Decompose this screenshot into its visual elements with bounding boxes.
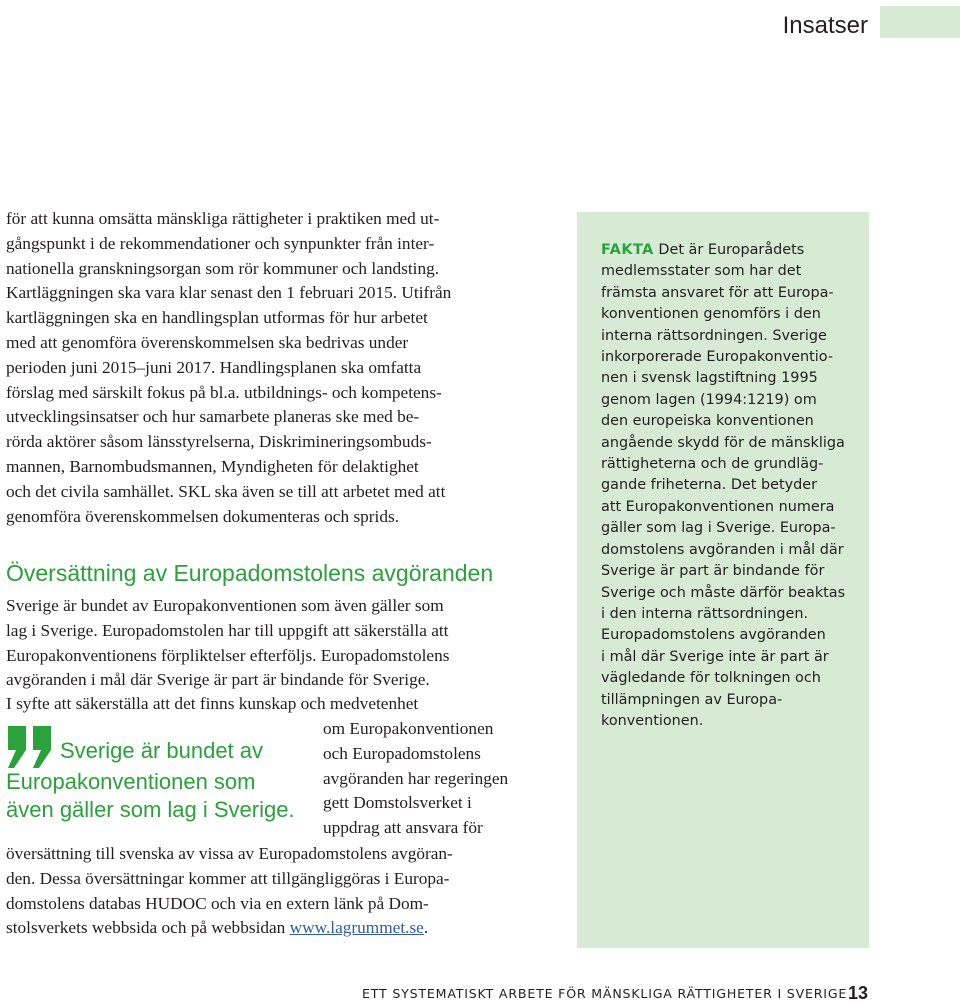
fakta-line: vägledande för tolkningen och	[601, 670, 821, 687]
text-line: uppdrag att ansvara för	[323, 818, 483, 838]
fakta-line: Sverige är part är bindande för	[601, 563, 825, 580]
fakta-line: att Europakonventionen numera	[601, 498, 835, 515]
text-line: genomföra överenskommelsen dokumenteras och sprids.	[6, 506, 400, 526]
text-line: kartläggningen ska en handlingsplan utformas för hur arbetet	[6, 308, 428, 328]
text-line: I syfte att säkerställa att det finns kunskap och medvetenhet	[6, 694, 419, 713]
text-line: om Europakonventionen	[323, 719, 494, 738]
text-line: perioden juni 2015–juni 2017. Handlingsplanen ska omfatta	[6, 357, 422, 377]
quote-mark-icon	[6, 726, 56, 768]
fakta-first-line	[601, 240, 849, 261]
body-paragraph-1	[6, 207, 542, 529]
fakta-box	[577, 212, 869, 948]
running-footer-title: ETT SYSTEMATISKT ARBETE FÖR MÄNSKLIGA RÄTTIGHETER I SVERIGE	[362, 986, 848, 1001]
text-line: gångspunkt i de rekommendationer och synpunkter från inter-	[6, 233, 435, 253]
fakta-line: konventionen.	[601, 712, 704, 729]
text-line: den. Dessa översättningar kommer att tillgängliggöras i Europa-	[6, 868, 450, 888]
fakta-line: i mål där Sverige inte är part är	[601, 648, 829, 665]
body-paragraph-3-side	[323, 717, 543, 841]
fakta-line: konventionen genomförs i den	[601, 306, 821, 323]
text-line: avgöranden i mål där Sverige är part är bindande för Sverige.	[6, 670, 430, 690]
fakta-line: nen i svensk lagstiftning 1995	[601, 370, 818, 387]
text-line: domstolens databas HUDOC och via en extern länk på Dom-	[6, 893, 429, 913]
text-line: översättning till svenska av vissa av Europadomstolens avgöran-	[6, 844, 453, 863]
fakta-line: rättigheterna och de grundläg-	[601, 456, 824, 473]
fakta-line: medlemsstater som har det	[601, 263, 802, 280]
fakta-line: genom lagen (1994:1219) om	[601, 391, 817, 408]
fakta-line: gande friheterna. Det betyder	[601, 477, 818, 494]
text-line: utvecklingsinsatser och hur samarbete planeras ske med be-	[6, 407, 420, 427]
fakta-line: domstolens avgöranden i mål där	[601, 541, 844, 558]
fakta-text	[601, 240, 849, 732]
fakta-line: den europeiska konventionen	[601, 413, 814, 430]
text-line: och det civila samhället. SKL ska även se till att arbetet med att	[6, 481, 446, 501]
header-color-tab	[880, 6, 960, 38]
fakta-line: i den interna rättsordningen.	[601, 605, 809, 622]
body-paragraph-2	[6, 594, 542, 693]
fakta-line: interna rättsordningen. Sverige	[601, 327, 827, 344]
text-line: och Europadomstolens	[323, 743, 481, 763]
fakta-line: Europadomstolens avgöranden	[601, 627, 826, 644]
text-fragment: .	[423, 918, 429, 938]
page-number: 13	[847, 983, 868, 1003]
text-line: nationella granskningsorgan som rör kommuner och landsting.	[6, 258, 440, 278]
body-paragraph-3-end	[6, 842, 542, 941]
fakta-line: Sverige och måste därför beaktas	[601, 584, 846, 601]
text-fragment: stolsverkets webbsida och på webbsidan	[6, 918, 290, 938]
text-line-with-link	[6, 916, 542, 941]
fakta-line: främsta ansvaret för att Europa-	[601, 284, 834, 301]
section-heading: Översättning av Europadomstolens avgöranden	[6, 560, 494, 586]
text-line: med att genomföra överenskommelsen ska bedrivas under	[6, 332, 409, 352]
lagrummet-link[interactable]: www.lagrummet.se	[289, 918, 424, 938]
text-line: Sverige är bundet av Europakonventionen som även gäller som	[6, 596, 444, 615]
text-line: förslag med särskilt fokus på bl.a. utbildnings- och kompetens-	[6, 382, 442, 402]
section-title: Insatser	[782, 12, 868, 39]
pull-quote-line: Europakonventionen som	[6, 769, 256, 794]
pull-quote-line: även gäller som lag i Sverige.	[6, 797, 295, 822]
text-line: Kartläggningen ska vara klar senast den 1 februari 2015. Utifrån	[6, 283, 452, 303]
text-line: rörda aktörer såsom länsstyrelserna, Diskrimineringsombuds-	[6, 432, 432, 452]
fakta-line: inkorporerade Europakonventio-	[601, 349, 834, 366]
pull-quote	[6, 726, 311, 824]
text-line: mannen, Barnombudsmannen, Myndigheten för delaktighet	[6, 456, 419, 476]
text-line: Europakonventionens förpliktelser efterföljs. Europadomstolens	[6, 645, 450, 665]
text-line: gett Domstolsverket i	[323, 793, 472, 813]
text-line: för att kunna omsätta mänskliga rättigheter i praktiken med ut-	[6, 209, 440, 228]
text-line: lag i Sverige. Europadomstolen har till uppgift att säkerställa att	[6, 620, 449, 640]
fakta-line: gäller som lag i Sverige. Europa-	[601, 520, 836, 537]
text-line: avgöranden har regeringen	[323, 768, 509, 788]
body-paragraph-3-start	[6, 692, 542, 717]
fakta-line: tillämpningen av Europa-	[601, 691, 783, 708]
fakta-text-fragment: Det är Europarådets	[653, 242, 805, 258]
pull-quote-line: Sverige är bundet av	[60, 738, 264, 763]
fakta-line: angående skydd för de mänskliga	[601, 434, 845, 451]
fakta-label: FAKTA	[601, 242, 654, 258]
